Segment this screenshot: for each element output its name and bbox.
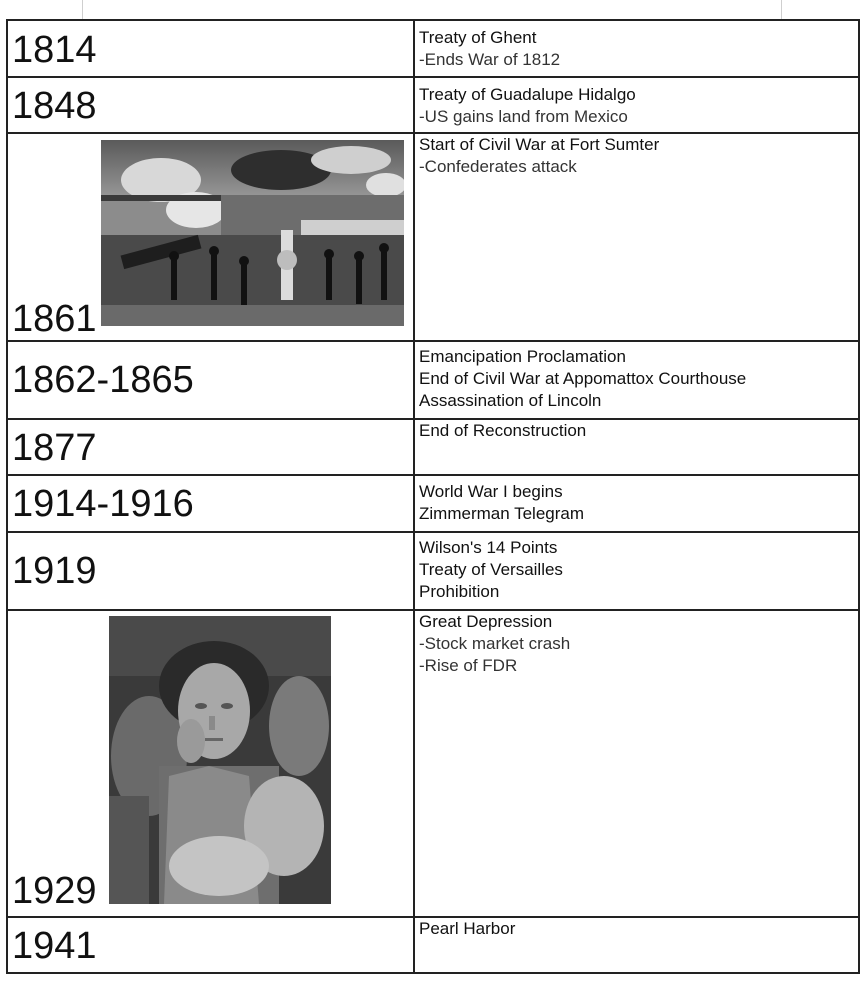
migrant-mother-photo: [109, 616, 331, 904]
event-cell: [414, 20, 859, 77]
event-detail: -Ends War of 1812: [419, 50, 561, 69]
page-margin-guide-left: [82, 0, 83, 20]
event-title: End of Civil War at Appomattox Courthouse: [419, 369, 747, 388]
table-row: [7, 77, 859, 133]
event-title: Start of Civil War at Fort Sumter: [419, 135, 660, 154]
event-cell: [414, 475, 859, 532]
year-label: 1862-1865: [12, 359, 194, 401]
event-cell: [414, 419, 859, 475]
year-label: 1941: [12, 925, 97, 967]
event-detail: -Rise of FDR: [419, 656, 518, 675]
table-row: [7, 917, 859, 973]
year-cell: [7, 917, 414, 973]
year-cell: [7, 341, 414, 419]
event-cell: [414, 341, 859, 419]
event-detail: -Confederates attack: [419, 157, 577, 176]
event-title: Great Depression: [419, 612, 553, 631]
timeline-table: [6, 19, 860, 974]
event-detail: -Stock market crash: [419, 634, 571, 653]
event-title: Treaty of Guadalupe Hidalgo: [419, 85, 636, 104]
table-row: [7, 133, 859, 341]
table-row: [7, 475, 859, 532]
year-cell: [7, 532, 414, 610]
table-row: [7, 20, 859, 77]
year-label: 1877: [12, 427, 97, 469]
table-row: [7, 341, 859, 419]
year-cell: [7, 77, 414, 133]
year-cell: [7, 133, 414, 341]
event-title: Prohibition: [419, 582, 500, 601]
year-cell: [7, 475, 414, 532]
event-cell: [414, 610, 859, 917]
event-title: Emancipation Proclamation: [419, 347, 626, 366]
fort-sumter-engraving: [101, 140, 404, 326]
event-title: Wilson's 14 Points: [419, 538, 558, 557]
event-cell: [414, 133, 859, 341]
year-label: 1861: [12, 298, 97, 340]
event-title: Assassination of Lincoln: [419, 391, 602, 410]
event-title: Treaty of Versailles: [419, 560, 563, 579]
event-title: Treaty of Ghent: [419, 28, 537, 47]
year-label: 1814: [12, 29, 97, 71]
event-cell: [414, 532, 859, 610]
table-row: [7, 532, 859, 610]
year-label: 1919: [12, 550, 97, 592]
event-title: Pearl Harbor: [419, 919, 516, 938]
event-cell: [414, 917, 859, 973]
page-margin-guide-right: [781, 0, 782, 20]
year-cell: [7, 610, 414, 917]
year-label: 1914-1916: [12, 483, 194, 525]
table-row: [7, 610, 859, 917]
event-title: End of Reconstruction: [419, 421, 587, 440]
event-title: World War I begins: [419, 482, 563, 501]
year-label: 1848: [12, 85, 97, 127]
event-detail: -US gains land from Mexico: [419, 107, 628, 126]
year-cell: [7, 419, 414, 475]
year-label: 1929: [12, 870, 97, 912]
year-cell: [7, 20, 414, 77]
table-row: [7, 419, 859, 475]
event-cell: [414, 77, 859, 133]
event-title: Zimmerman Telegram: [419, 504, 585, 523]
